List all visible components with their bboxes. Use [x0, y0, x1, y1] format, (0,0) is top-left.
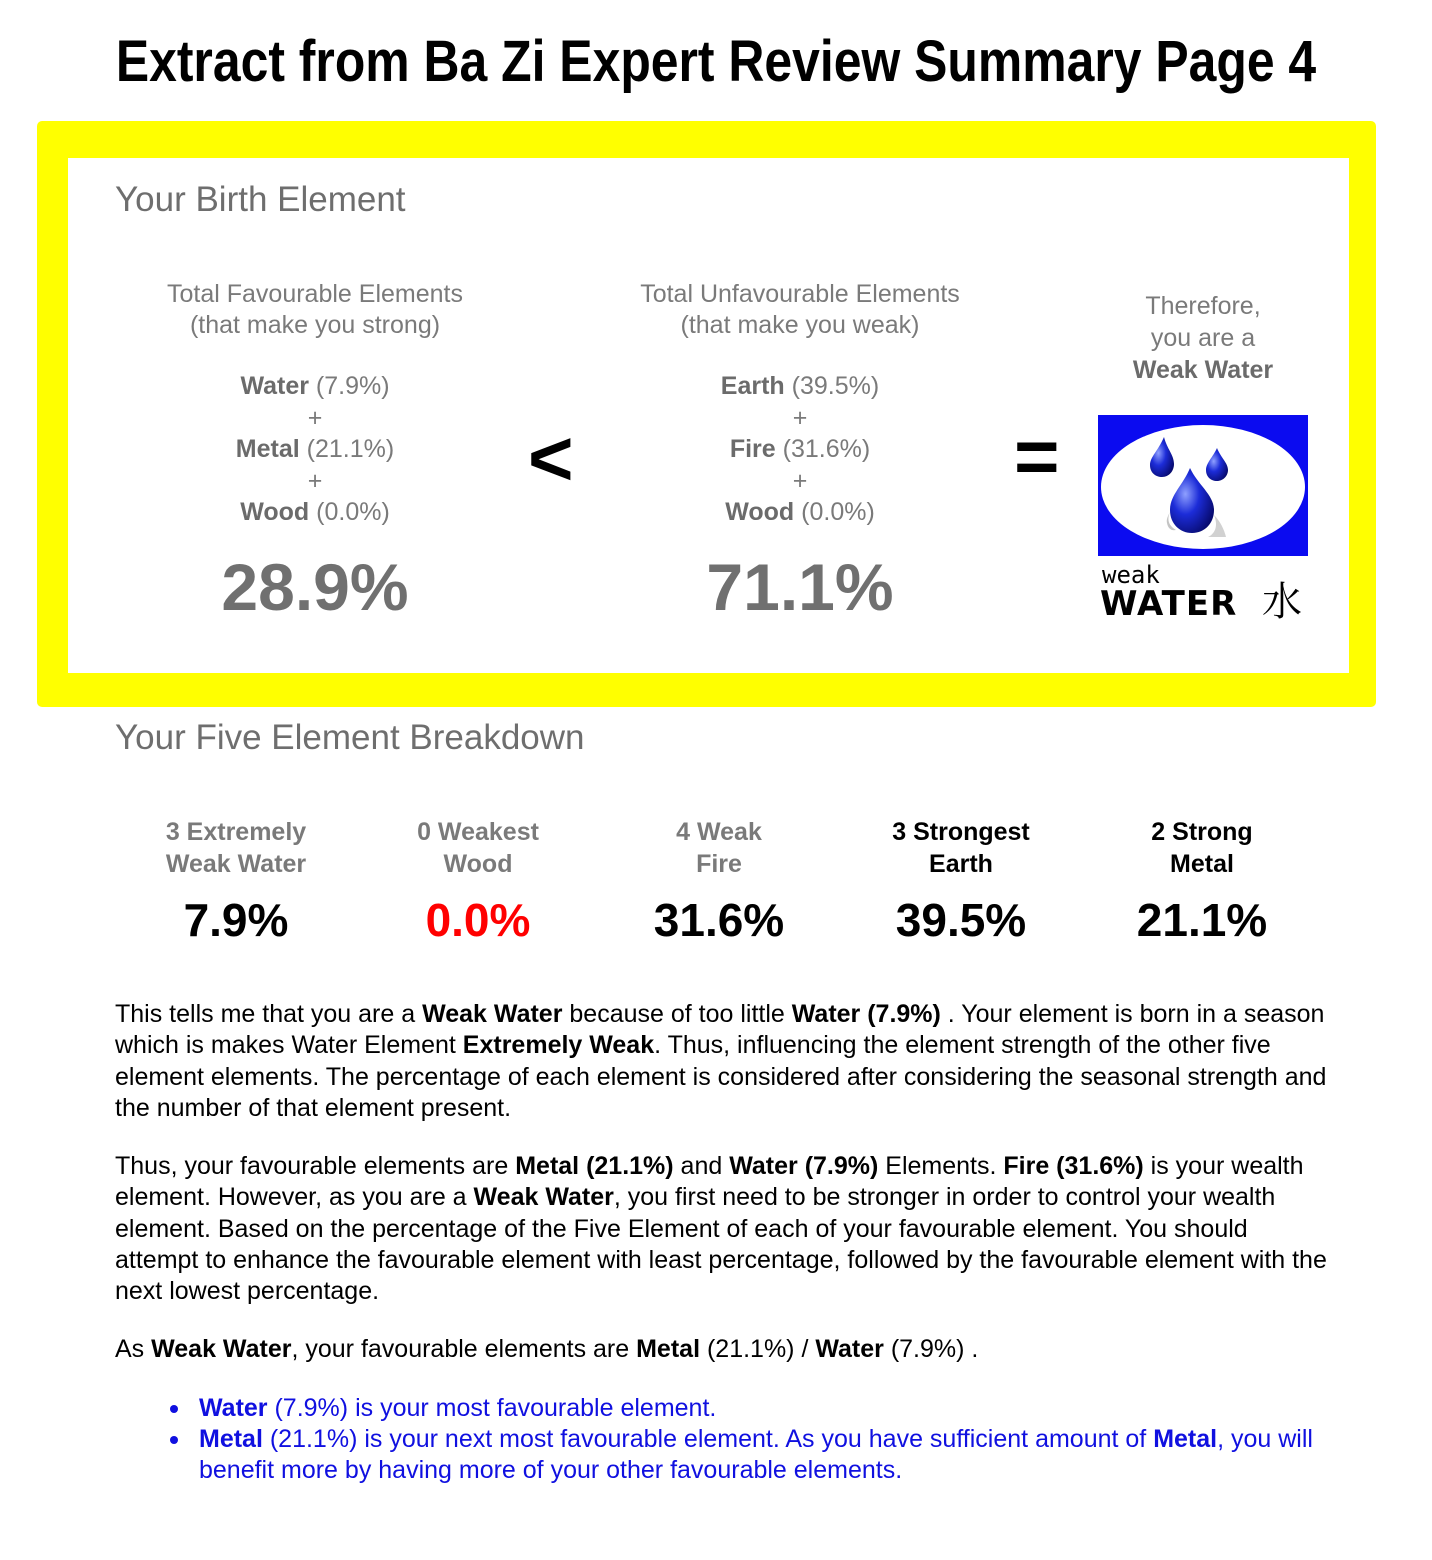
bold-text-run: Water	[199, 1394, 268, 1422]
breakdown-heading: Your Five Element Breakdown	[115, 718, 585, 757]
breakdown-label: 3 Strongest Earth	[892, 818, 1030, 878]
list-item	[170, 1393, 1330, 1424]
breakdown-percent: 0.0%	[425, 894, 531, 946]
text-run: Elements.	[878, 1152, 1004, 1180]
unfavourable-column	[600, 279, 1000, 627]
bold-text-run: Metal (21.1%)	[515, 1152, 674, 1180]
text-run: because of too little	[562, 1000, 792, 1028]
explanation-paragraph-2	[115, 1151, 1330, 1307]
favourable-heading: Total Favourable Elements	[167, 280, 463, 308]
breakdown-item-fire	[599, 816, 839, 948]
list-item	[170, 1424, 1330, 1486]
conclusion-text: Therefore, you are a Weak Water	[1132, 292, 1274, 384]
bold-text-run: Extremely Weak	[462, 1031, 655, 1060]
unfavourable-item-earth: Earth (39.5%)	[720, 372, 880, 400]
breakdown-label: 2 Strong Metal	[1151, 818, 1253, 878]
text-run: (21.1%) /	[700, 1335, 816, 1363]
badge-word-big: WATER	[1100, 584, 1238, 623]
plus-sign: +	[307, 466, 323, 495]
bold-text-run: Water (7.9%)	[791, 1000, 941, 1028]
text-run: (7.9%)	[267, 1394, 349, 1422]
unfavourable-item-fire: Fire (31.6%)	[729, 435, 871, 463]
text-run: Thus, your favourable elements are	[115, 1152, 516, 1180]
breakdown-label: 3 Extremely Weak Water	[165, 818, 307, 878]
plus-sign: +	[307, 403, 323, 432]
page-title: Extract from Ba Zi Expert Review Summary Page 4	[115, 29, 1317, 94]
text-run: , you will benefit more by having more of your other favourable elements.	[199, 1425, 1313, 1484]
bold-text-run: Weak Water	[422, 1000, 563, 1028]
unfavourable-subheading: (that make you weak)	[680, 311, 920, 339]
text-run: This tells me that you are a	[115, 1000, 423, 1028]
favourable-subheading: (that make you strong)	[189, 311, 441, 339]
explanation-paragraph-3	[115, 1334, 1330, 1365]
favourable-element-list	[170, 1393, 1330, 1486]
bold-text-run: Fire (31.6%)	[1003, 1152, 1144, 1180]
text-run: , your favourable elements are	[291, 1335, 637, 1363]
explanation-paragraph-1	[115, 999, 1330, 1124]
text-run: , you first need to be stronger in order to control your wealth element. Based on the percentage of the Five Element of each of your favourable element. You should attempt to enhance the favourable element with least percentage, followed by the favourable element with the next lowest percentage.	[115, 1183, 1327, 1306]
water-drops-icon	[1098, 415, 1308, 623]
unfavourable-total: 71.1%	[706, 549, 894, 624]
breakdown-percent: 31.6%	[653, 894, 785, 946]
favourable-item-wood: Wood (0.0%)	[240, 498, 390, 526]
equals-sign: =	[1014, 412, 1060, 500]
less-than-sign: <	[528, 414, 574, 502]
text-run: . Thus, influencing the element strength of the other five element elements. The percentage of each element is considered after considering the seasonal strength and the number of that element present.	[115, 1031, 1327, 1122]
bold-text-run: Metal	[1153, 1425, 1218, 1453]
favourable-column	[125, 279, 505, 627]
bullet-icon	[170, 1436, 178, 1444]
bold-text-run: Weak Water	[473, 1183, 614, 1212]
favourable-total: 28.9%	[221, 549, 409, 624]
weak-water-badge	[1098, 415, 1308, 623]
breakdown-item-water	[116, 816, 356, 948]
text-run: (21.1%)	[262, 1425, 358, 1453]
badge-word-small: weak	[1102, 561, 1160, 589]
badge-glyph: 水	[1262, 579, 1302, 623]
favourable-item-metal: Metal (21.1%)	[235, 435, 395, 463]
breakdown-percent: 7.9%	[183, 894, 289, 946]
bullet-icon	[170, 1405, 178, 1413]
bold-text-run: Water	[815, 1335, 884, 1363]
text-run: and	[673, 1152, 730, 1180]
text-run: is your next most favourable element. As you have sufficient amount of	[357, 1425, 1154, 1453]
text-run: (7.9%) .	[883, 1335, 979, 1363]
breakdown-percent: 21.1%	[1136, 894, 1268, 946]
breakdown-label: 4 Weak Fire	[676, 818, 762, 878]
text-run: . Your element is born in a season which is makes Water Element	[115, 1000, 1325, 1060]
text-run: is your wealth element. However, as you are a	[115, 1152, 1304, 1212]
breakdown-item-wood	[358, 816, 598, 948]
bold-text-run: Water (7.9%)	[729, 1152, 879, 1180]
bold-text-run: Weak Water	[151, 1335, 292, 1363]
breakdown-percent: 39.5%	[895, 894, 1027, 946]
bold-text-run: Metal	[636, 1335, 701, 1363]
birth-element-heading: Your Birth Element	[115, 180, 406, 219]
breakdown-label: 0 Weakest Wood	[417, 818, 539, 878]
text-run: is your most favourable element.	[348, 1394, 717, 1422]
breakdown-item-metal	[1082, 816, 1322, 948]
unfavourable-item-wood: Wood (0.0%)	[725, 498, 875, 526]
unfavourable-heading: Total Unfavourable Elements	[640, 280, 960, 308]
breakdown-item-earth	[841, 816, 1081, 948]
plus-sign: +	[792, 403, 808, 432]
text-run: As	[115, 1335, 152, 1363]
favourable-item-water: Water (7.9%)	[240, 372, 390, 400]
bold-text-run: Metal	[199, 1425, 263, 1453]
plus-sign: +	[792, 466, 808, 495]
